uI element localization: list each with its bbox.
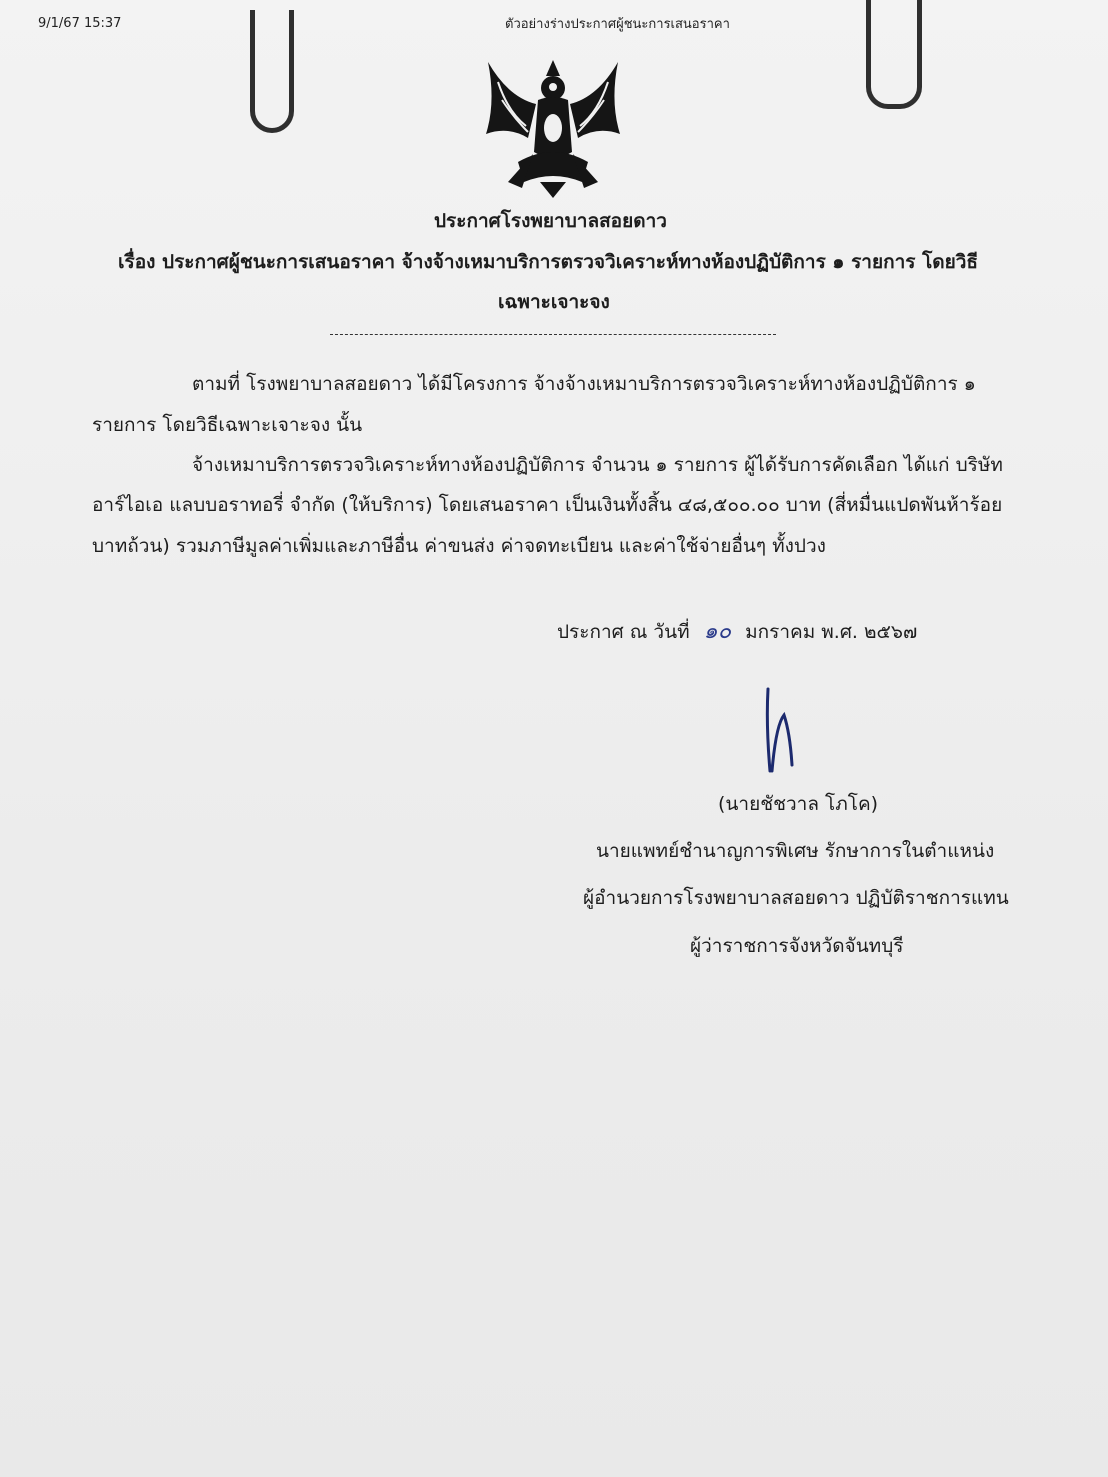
paragraph-2-line-3: บาทถ้วน) รวมภาษีมูลค่าเพิ่มและภาษีอื่น ค่าขนส่ง ค่าจดทะเบียน และค่าใช้จ่ายอื่นๆ ทั้งปวง [92,535,826,557]
paper-clip-right-icon [866,0,922,109]
handwritten-signature-icon [750,685,810,775]
paragraph-1-line-1: ตามที่ โรงพยาบาลสอยดาว ได้มีโครงการ จ้างจ้างเหมาบริการตรวจวิเคราะห์ทางห้องปฏิบัติการ ๑ [192,373,976,395]
paragraph-2-line-1: จ้างเหมาบริการตรวจวิเคราะห์ทางห้องปฏิบัติการ จำนวน ๑ รายการ ผู้ได้รับการคัดเลือก ได้แก่ บริษัท [192,454,1003,476]
handwritten-day: ๑๐ [703,619,732,644]
garuda-emblem-icon [478,42,628,200]
paragraph-2-line-2: อาร์ไอเอ แลบบอราทอรี่ จำกัด (ให้บริการ) โดยเสนอราคา เป็นเงินทั้งสิ้น ๔๘,๕๐๐.๐๐ บาท (สี่หมื่นแปดพันห้าร้อย [92,494,1003,516]
announcement-month-year: มกราคม พ.ศ. ๒๕๖๗ [745,621,918,643]
subject-line-2: เฉพาะเจาะจง [498,291,610,313]
document-title: ประกาศโรงพยาบาลสอยดาว [434,210,667,232]
signatory-position-1: นายแพทย์ชำนาญการพิเศษ รักษาการในตำแหน่ง [596,840,995,862]
print-timestamp: 9/1/67 15:37 [38,16,122,31]
draft-note: ตัวอย่างร่างประกาศผู้ชนะการเสนอราคา [505,17,730,32]
divider [330,334,776,335]
announcement-date [557,613,917,648]
announcement-prefix: ประกาศ ณ วันที่ [557,621,690,643]
paragraph-1-line-2: รายการ โดยวิธีเฉพาะเจาะจง นั้น [92,414,363,436]
paper-clip-left-icon [250,10,294,133]
signatory-position-2: ผู้อำนวยการโรงพยาบาลสอยดาว ปฏิบัติราชการแทน [583,887,1009,909]
subject-line-1: เรื่อง ประกาศผู้ชนะการเสนอราคา จ้างจ้างเหมาบริการตรวจวิเคราะห์ทางห้องปฏิบัติการ ๑ รายการ โดยวิธี [118,251,979,273]
signatory-name: (นายชัชวาล โภโค) [718,793,879,815]
signatory-position-3: ผู้ว่าราชการจังหวัดจันทบุรี [690,935,904,957]
